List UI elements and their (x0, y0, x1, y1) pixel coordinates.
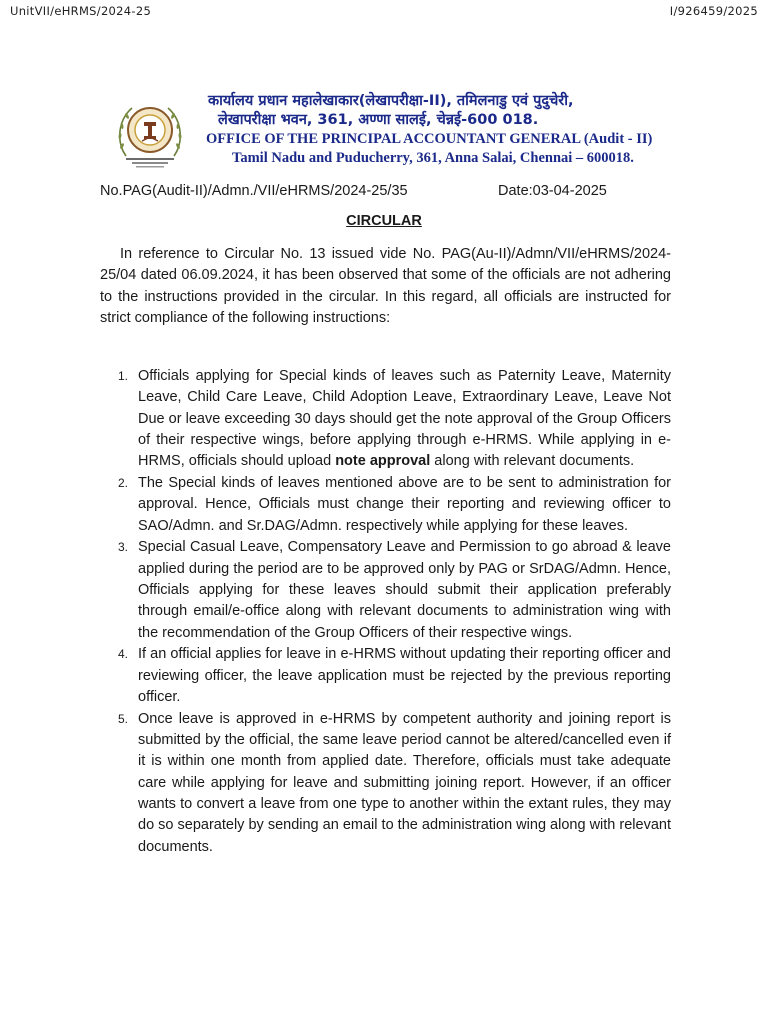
item-text: If an official applies for leave in e-HRMS without updating their reporting officer and reviewing officer, the leave application must be rejected by the previous reporting officer. (138, 646, 671, 705)
item-number: 3. (118, 540, 129, 555)
item-bold-text: note approval (335, 453, 431, 470)
item-number: 1. (118, 369, 129, 383)
cag-emblem-icon (112, 96, 188, 172)
list-item (100, 709, 671, 858)
circular-date: Date:03-04-2025 (498, 183, 607, 199)
unit-reference: UnitVII/eHRMS/2024-25 (10, 4, 152, 18)
reference-line (100, 183, 670, 199)
list-item (100, 366, 671, 472)
list-item (100, 537, 671, 643)
hindi-address: लेखापरीक्षा भवन, 361, अण्णा सालई, चेन्नई-600 018. (218, 112, 539, 128)
letterhead (112, 92, 672, 182)
document-header (10, 4, 758, 18)
list-item (100, 644, 671, 708)
instruction-list (100, 366, 671, 858)
file-reference: I/926459/2025 (669, 4, 758, 18)
item-text-end: along with relevant documents. (430, 453, 635, 470)
reference-number: No.PAG(Audit-II)/Admn./VII/eHRMS/2024-25/35 (100, 183, 408, 199)
intro-paragraph: In reference to Circular No. 13 issued vide No. PAG(Au-II)/Admn/VII/eHRMS/2024-25/04 dated 06.09.2024, it has been observed that some of the officials are not adhering to the instructions provided in the circular. In this regard, all officials are instructed for strict compliance of the following instructions: (100, 246, 671, 326)
english-address: Tamil Nadu and Puducherry, 361, Anna Salai, Chennai – 600018. (232, 150, 634, 166)
item-text: Special Casual Leave, Compensatory Leave and Permission to go abroad & leave applied during the period are to be approved only by PAG or SrDAG/Admn. Hence, Officials applying for these leaves should submit their application preferably through email/e-office along with relevant documents to administration wing with the recommendation of the Group Officers of their respective wings. (138, 539, 671, 641)
item-text: Officials applying for Special kinds of leaves such as Paternity Leave, Maternity Leave, Child Care Leave, Child Adoption Leave, Extraordinary Leave, Leave Not Due or leave exceeding 30 days should get the note approval of the Group Officers of their respective wings, before applying through e-HRMS. While applying in e-HRMS, officials should upload (138, 368, 671, 470)
english-office-name: OFFICE OF THE PRINCIPAL ACCOUNTANT GENERAL (Audit - II) (206, 131, 653, 147)
item-number: 2. (118, 475, 129, 490)
item-text: The Special kinds of leaves mentioned above are to be sent to administration for approval. Hence, Officials must change their reporting and reviewing officer to SAO/Admn. and Sr.DAG/Admn. respectively while applying for these leaves. (138, 474, 671, 534)
page-title: CIRCULAR (346, 213, 422, 229)
hindi-office-name: कार्यालय प्रधान महालेखाकार(लेखापरीक्षा-II), तमिलनाडु एवं पुदुचेरी, (208, 93, 574, 109)
item-text: Once leave is approved in e-HRMS by competent authority and joining report is submitted by the official, the same leave period cannot be altered/cancelled even if it is within one month from applied date. Therefore, officials must take adequate care while applying for leave and submitting joining report. However, if an officer wants to convert a leave from one type to another within the extant rules, they may do so separately by sending an email to the administration wing along with relevant documents. (138, 710, 671, 855)
list-item (100, 473, 671, 537)
item-number: 5. (118, 711, 129, 726)
letterhead-text (208, 92, 678, 168)
item-number: 4. (118, 647, 129, 662)
